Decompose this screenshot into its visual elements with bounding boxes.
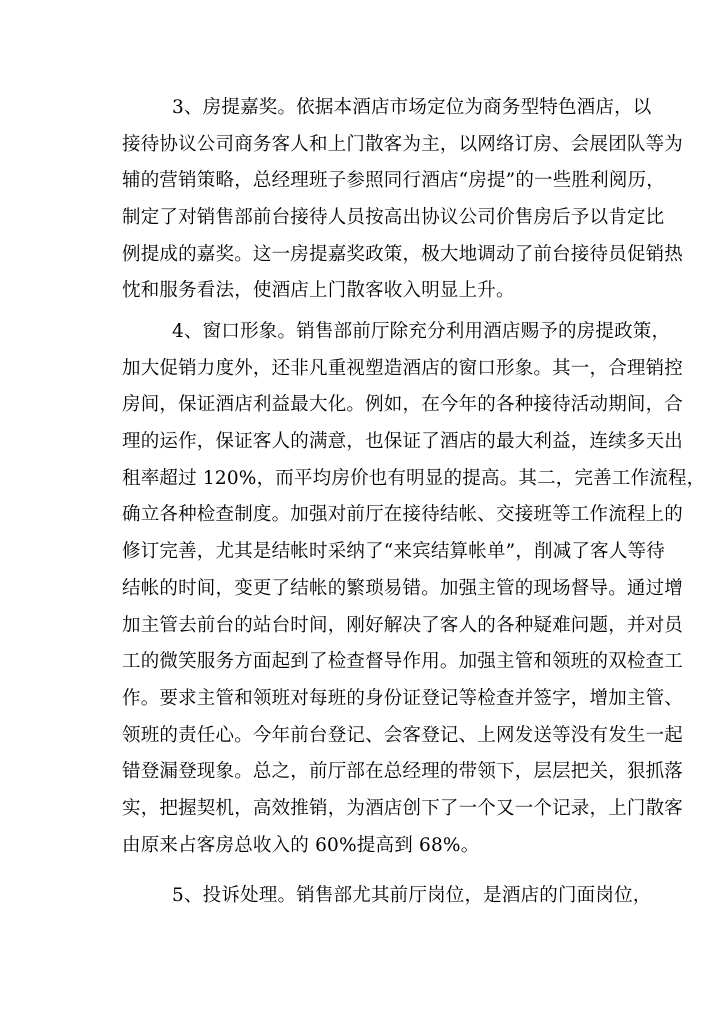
text-line: 3、房提嘉奖。依据本酒店市场定位为商务型特色酒店，以 xyxy=(172,97,652,118)
text-line: 理的运作，保证客人的满意，也保证了酒店的最大利益，连续多天出 xyxy=(122,431,684,453)
text-line: 接待协议公司商务客人和上门散客为主，以网络订房、会展团队等为 xyxy=(122,133,684,155)
text-line: 修订完善，尤其是结帐时采纳了“来宾结算帐单”，削减了客人等待 xyxy=(122,541,665,563)
text-line: 制定了对销售部前台接待人员按高出协议公司价售房后予以肯定比 xyxy=(122,207,665,229)
text-line: 领班的责任心。今年前台登记、会客登记、上网发送等没有发生一起 xyxy=(122,724,684,746)
text-line: 结帐的时间，变更了结帐的繁琐易错。加强主管的现场督导。通过增 xyxy=(122,577,684,599)
text-line: 作。要求主管和领班对每班的身份证登记等检查并签字，增加主管、 xyxy=(122,687,684,709)
text-line: 加主管去前台的站台时间，刚好解决了客人的各种疑难问题，并对员 xyxy=(122,614,684,636)
paragraph-window-image xyxy=(122,314,706,864)
paragraph-complaint-handling xyxy=(122,878,652,915)
text-line: 4、窗口形象。销售部前厅除充分利用酒店赐予的房提政策， xyxy=(172,321,671,342)
text-line: 租率超过 120%，而平均房价也有明显的提高。其二，完善工作流程， xyxy=(122,467,706,489)
text-line: 例提成的嘉奖。这一房提嘉奖政策，极大地调动了前台接待员促销热 xyxy=(122,243,684,265)
text-line: 5、投诉处理。销售部尤其前厅岗位，是酒店的门面岗位， xyxy=(172,885,652,906)
text-line: 实，把握契机，高效推销，为酒店创下了一个又一个记录，上门散客 xyxy=(122,797,684,819)
paragraph-room-commission xyxy=(122,90,684,310)
text-line: 确立各种检查制度。加强对前厅在接待结帐、交接班等工作流程上的 xyxy=(122,504,684,526)
text-line: 加大促销力度外，还非凡重视塑造酒店的窗口形象。其一，合理销控 xyxy=(122,357,684,379)
text-line: 工的微笑服务方面起到了检查督导作用。加强主管和领班的双检查工 xyxy=(122,651,684,673)
text-line: 房间，保证酒店利益最大化。例如，在今年的各种接待活动期间，合 xyxy=(122,394,684,416)
text-line: 由原来占客房总收入的 60%提高到 68%。 xyxy=(122,834,480,856)
text-line: 错登漏登现象。总之，前厅部在总经理的带领下，层层把关，狠抓落 xyxy=(122,761,684,783)
text-line: 辅的营销策略，总经理班子参照同行酒店“房提”的一些胜利阅历， xyxy=(122,170,665,192)
text-line: 忱和服务看法，使酒店上门散客收入明显上升。 xyxy=(122,280,515,302)
